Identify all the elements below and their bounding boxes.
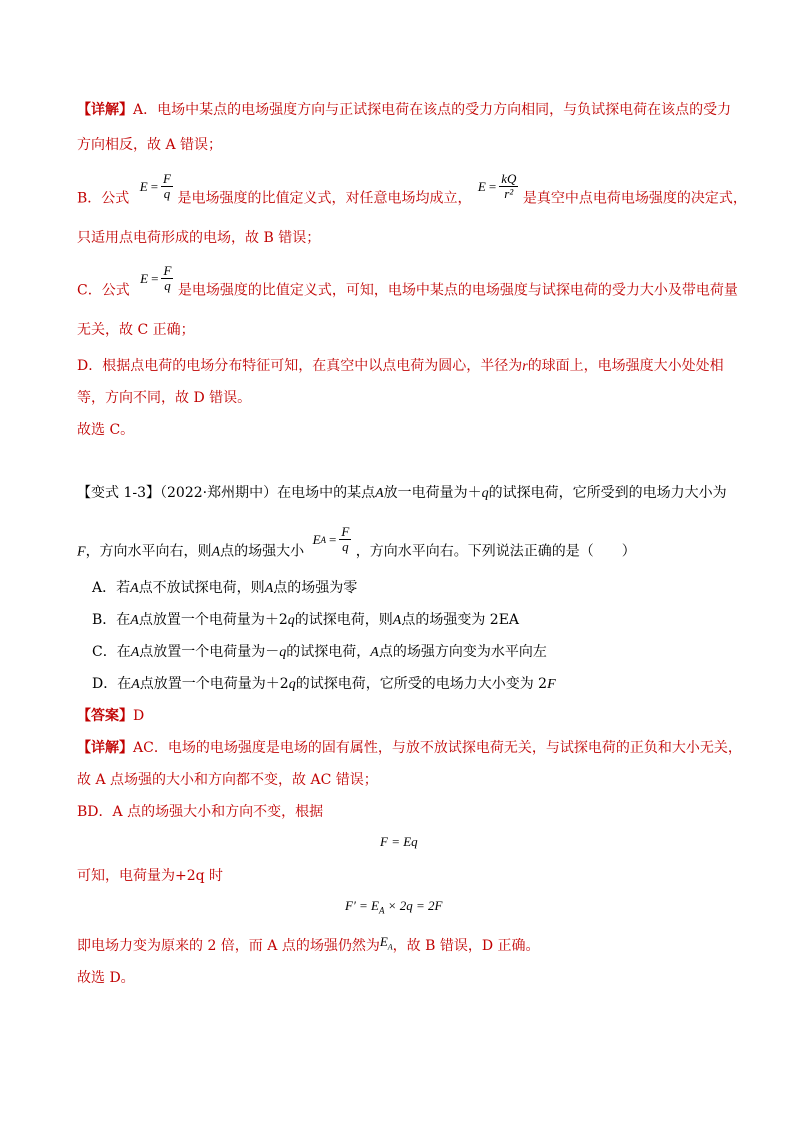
question-line-1 — [77, 483, 727, 504]
radius-symbol: r — [522, 359, 528, 374]
equation-f-prime — [345, 898, 443, 916]
text: 等，方向不同，故 D 错误。 — [77, 390, 252, 406]
point-symbol: A — [211, 544, 221, 560]
formula-den: q — [163, 186, 171, 201]
text: 是电场强度的比值定义式，可知，电场中某点的电场强度与试探电荷的受力大小及带电荷量 — [177, 282, 738, 299]
formula-lhs: E — [140, 270, 149, 286]
text: 点放置一个电荷量为＋2 — [139, 676, 289, 692]
text: 点的场强为零 — [273, 580, 358, 596]
answer-tag: 【答案】 — [77, 708, 133, 724]
detail-line-1 — [77, 738, 742, 758]
formula-lhs: E — [477, 178, 486, 194]
explanation-line-1 — [77, 100, 731, 120]
formula-sub: A — [320, 534, 327, 545]
equation-text: × 2q = 2F — [387, 898, 443, 913]
text: 即电场力变为原来的 2 倍，而 A 点的场强仍然为 — [77, 938, 380, 954]
text: D．根据点电荷的电场分布特征可知，在真空中以点电荷为圆心，半径为 — [77, 358, 523, 374]
point-symbol: A — [130, 613, 139, 628]
detail-line-3 — [77, 802, 323, 822]
formula-e-f-over-q: E = $\frac{F}{q}$ — [140, 263, 172, 293]
formula-e-f-over-q: E = $\frac{F}{q}$ — [139, 171, 171, 201]
option-c-explanation-line-2 — [77, 320, 195, 340]
symbol-sub: A — [387, 942, 393, 952]
option-d-explanation — [77, 356, 724, 377]
charge-symbol: q — [288, 677, 296, 692]
formula-e-kq-over-r2: E = $\frac{kQ}{\text{r²}}$ — [477, 171, 517, 201]
explanation-line-2 — [77, 135, 222, 155]
detail-line-4 — [77, 866, 223, 886]
text: 的试探电荷，它所受的电场力大小变为 2 — [295, 676, 548, 692]
equation-f-eq — [380, 834, 418, 850]
text: 可知，电荷量为+2q 时 — [77, 868, 224, 884]
option-b — [92, 610, 519, 631]
text: 点的场强变为 2EA — [401, 612, 520, 628]
formula-den: q — [342, 539, 349, 554]
text: B．公式 — [77, 190, 130, 207]
conclusion-2 — [77, 968, 135, 988]
text: 的试探电荷， — [286, 644, 371, 660]
text: 点放置一个电荷量为＋2 — [138, 612, 288, 628]
point-symbol: A — [131, 677, 140, 692]
text: 是电场强度的比值定义式，对任意电场均成立， — [177, 190, 472, 207]
force-symbol: F — [547, 677, 556, 692]
question-tag: 【变式 1-3】 — [77, 485, 160, 501]
text: 无关，故 C 正确； — [77, 322, 195, 338]
text: B．在 — [92, 612, 131, 628]
formula-lhs: E — [312, 531, 321, 547]
text: 故 A 点场强的大小和方向都不变，故 AC 错误； — [77, 772, 378, 788]
detail-tag: 【详解】 — [77, 102, 133, 118]
option-c — [92, 642, 547, 663]
text: D．在 — [92, 676, 132, 692]
formula-ea-f-over-q: E A = $\frac{F}{q}$ — [312, 524, 350, 554]
text: 的试探电荷，它所受到的电场力大小为 — [488, 485, 727, 501]
text: A．若 — [92, 580, 131, 596]
formula-num: F — [163, 263, 172, 278]
text: 点放置一个电荷量为－ — [139, 644, 280, 660]
detail-line-5 — [77, 936, 540, 962]
charge-symbol: q — [279, 645, 287, 660]
option-c-explanation — [77, 263, 738, 305]
equation-sub: A — [379, 905, 385, 916]
explanation-text: A．电场中某点的电场强度方向与正试探电荷在该点的受力方向相同，与负试探电荷在该点的受力 — [133, 102, 732, 118]
conclusion — [77, 420, 134, 440]
text: ，方向水平向右。下列说法正确的是（ ） — [355, 543, 636, 560]
text: 只适用点电荷形成的电场，故 B 错误； — [77, 230, 321, 246]
charge-symbol: q — [287, 613, 295, 628]
formula-num: F — [341, 524, 350, 539]
text: 点不放试探电荷，则 — [138, 580, 265, 596]
text: BD．A 点的场强大小和方向不变，根据 — [77, 804, 324, 820]
point-symbol: A — [370, 645, 379, 660]
text: ，故 B 错误，D 正确。 — [392, 938, 540, 954]
field-symbol — [379, 934, 393, 952]
text: AC．电场的电场强度是电场的固有属性，与放不放试探电荷无关，与试探电荷的正负和大小无关， — [133, 740, 742, 756]
equation-text: F′ = E — [345, 898, 379, 913]
point-symbol: A — [130, 645, 140, 660]
text: C．在 — [92, 644, 131, 660]
formula-den: r² — [504, 186, 514, 201]
point-symbol: A — [392, 613, 402, 628]
option-a — [92, 578, 357, 599]
text: 的试探电荷，则 — [294, 612, 393, 628]
force-symbol: F — [77, 544, 86, 560]
detail-line-2 — [77, 770, 378, 790]
explanation-text: 方向相反，故 A 错误； — [77, 137, 223, 153]
formula-den: q — [164, 278, 171, 293]
text: ，方向水平向右，则 — [85, 543, 212, 560]
text: 点的场强方向变为水平向左 — [378, 644, 547, 660]
point-symbol: A — [375, 486, 384, 501]
text: 故选 C。 — [77, 422, 135, 438]
point-symbol: A — [264, 581, 274, 596]
text: C．公式 — [77, 282, 130, 299]
text: 的球面上，电场强度大小处处相 — [527, 358, 724, 374]
option-b-explanation-line-2 — [77, 228, 320, 248]
charge-symbol: q — [481, 486, 489, 501]
question-line-2 — [77, 524, 636, 566]
option-b-explanation — [77, 171, 747, 213]
formula-num: kQ — [501, 171, 517, 186]
equation-text: F = Eq — [380, 834, 418, 849]
detail-tag: 【详解】 — [77, 740, 133, 756]
answer-value: D — [133, 708, 145, 724]
option-d-explanation-line-2 — [77, 388, 251, 408]
text: 是真空中点电荷电场强度的决定式， — [522, 190, 747, 207]
text: 故选 D。 — [77, 970, 135, 986]
formula-num: F — [163, 171, 171, 186]
point-symbol: A — [130, 581, 139, 596]
text: 放一电荷量为＋ — [383, 485, 482, 501]
formula-lhs: E — [139, 178, 148, 194]
text: （2022·郑州期中）在电场中的某点 — [160, 485, 376, 501]
option-d — [92, 674, 556, 695]
text: 点的场强大小 — [220, 543, 305, 560]
answer-line — [77, 706, 144, 726]
symbol: E — [379, 934, 388, 949]
